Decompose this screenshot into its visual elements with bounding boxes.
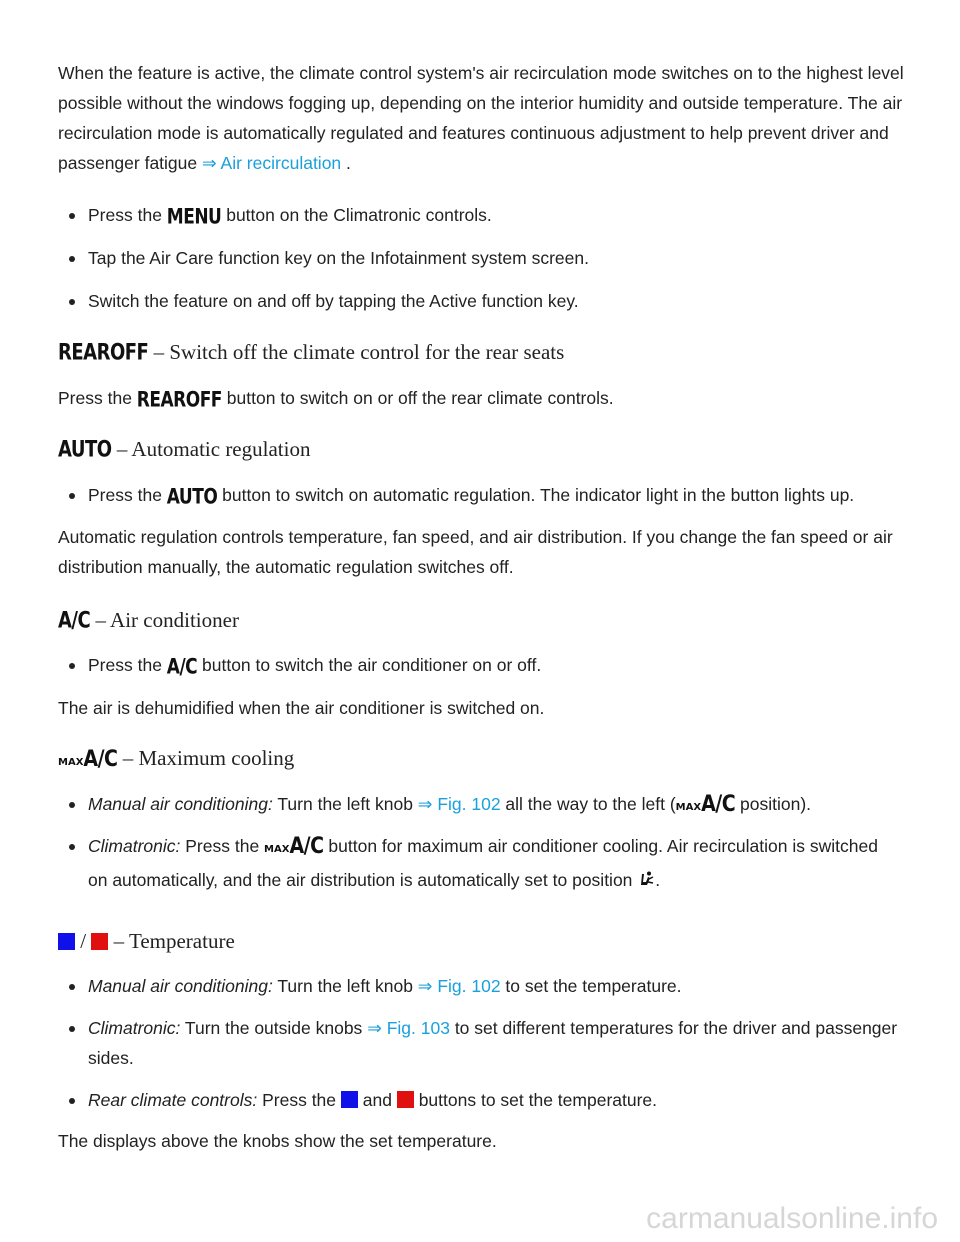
temperature-up-icon	[397, 1091, 414, 1108]
list-item: Rear climate controls: Press the and buttons to set the temperature.	[58, 1085, 898, 1115]
bullet-icon	[69, 663, 75, 669]
auto-button-icon: AUTO	[166, 484, 218, 510]
temperature-up-icon	[91, 933, 108, 950]
bullet-icon	[69, 1026, 75, 1032]
menu-button-icon: MENU	[166, 204, 222, 230]
bullet-icon	[69, 493, 75, 499]
bullet-icon	[69, 299, 75, 305]
list-item: Press the A/C button to switch the air conditioner on or off.	[58, 650, 898, 680]
section-heading-ac: A/C – Air conditioner	[58, 605, 239, 636]
bullet-icon	[69, 984, 75, 990]
air-recirculation-link[interactable]: ⇒ Air recirculation	[202, 153, 342, 173]
bullet-icon	[69, 1098, 75, 1104]
rearoff-button-icon: REAROFF	[136, 387, 222, 413]
bullet-icon	[69, 844, 75, 850]
section-heading-maxac: MAX A/C – Maximum cooling	[58, 743, 294, 778]
watermark: carmanualsonline.info	[646, 1202, 938, 1235]
list-item: Manual air conditioning: Turn the left knob ⇒ Fig. 102 to set the temperature.	[58, 971, 898, 1001]
fig-102-link[interactable]: ⇒ Fig. 102	[417, 794, 501, 814]
section-heading-auto: AUTO – Automatic regulation	[58, 434, 310, 465]
ac-paragraph: The air is dehumidified when the air conditioner is switched on.	[58, 698, 545, 718]
list-item: Tap the Air Care function key on the Infotainment system screen.	[58, 243, 898, 273]
section-heading-temperature: / – Temperature	[58, 926, 235, 956]
auto-paragraph: Automatic regulation controls temperature, fan speed, and air distribution. If you change the fan speed or air distribution manually, the automatic regulation switches off.	[58, 527, 893, 577]
fig-103-link[interactable]: ⇒ Fig. 103	[367, 1018, 450, 1038]
list-item: Climatronic: Press the MAX A/C button for maximum air conditioner cooling. Air recirculation is switched on automatically, and the air distribution is automatically set to position .	[58, 831, 898, 895]
fig-102-link[interactable]: ⇒ Fig. 102	[417, 976, 501, 996]
temperature-paragraph: The displays above the knobs show the set temperature.	[58, 1131, 497, 1151]
ac-button-icon: A/C	[58, 607, 91, 634]
bullet-icon	[69, 213, 75, 219]
temperature-down-icon	[58, 933, 75, 950]
list-item: Manual air conditioning: Turn the left knob ⇒ Fig. 102 all the way to the left ( MAX A/C position).	[58, 789, 898, 823]
list-item: Press the AUTO button to switch on automatic regulation. The indicator light in the button lights up.	[58, 480, 898, 510]
list-item: Press the MENU button on the Climatronic controls.	[58, 200, 898, 230]
auto-button-icon: AUTO	[58, 436, 112, 463]
list-item: Climatronic: Turn the outside knobs ⇒ Fig. 103 to set different temperatures for the driver and passenger sides.	[58, 1013, 898, 1073]
temperature-down-icon	[341, 1091, 358, 1108]
list-item: Switch the feature on and off by tapping the Active function key.	[58, 286, 898, 316]
air-distribution-icon	[637, 870, 655, 888]
intro-paragraph: When the feature is active, the climate control system's air recirculation mode switches on to the highest level possible without the windows fogging up, depending on the interior humidity and outside temperature. The air recirculation mode is automatically regulated and features continuous adjustment to help prevent driver and passenger fatigue ⇒ Air recirculation .	[58, 63, 904, 173]
max-ac-button-icon: MAX A/C	[58, 746, 118, 772]
max-ac-button-icon: MAX A/C	[264, 833, 324, 859]
ac-button-icon: A/C	[166, 654, 198, 680]
bullet-icon	[69, 256, 75, 262]
rearoff-button-icon: REAROFF	[58, 339, 149, 366]
bullet-icon	[69, 802, 75, 808]
max-ac-button-icon: MAX A/C	[675, 791, 736, 817]
rearoff-paragraph: Press the REAROFF button to switch on or off the rear climate controls.	[58, 387, 614, 413]
section-heading-rearoff: REAROFF – Switch off the climate control for the rear seats	[58, 337, 564, 368]
